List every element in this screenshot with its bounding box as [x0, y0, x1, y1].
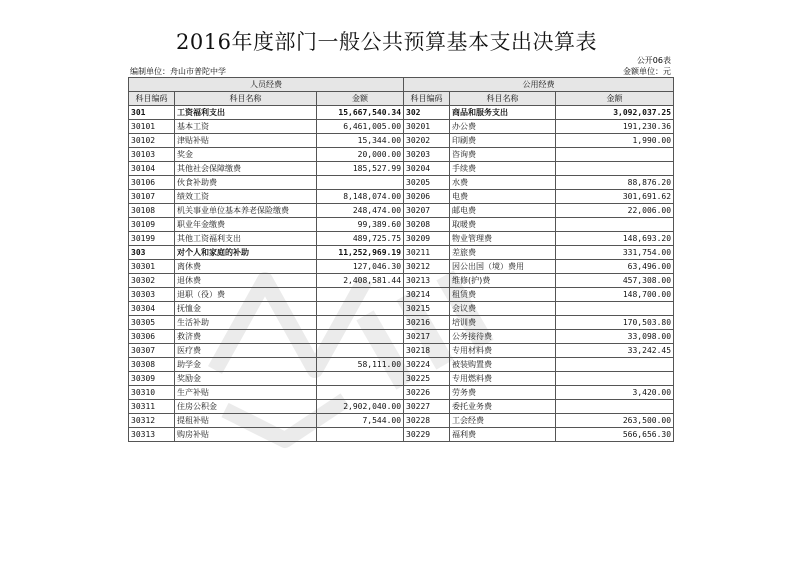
right-amount-cell: [556, 218, 674, 232]
right-amount-cell: 1,990.00: [556, 134, 674, 148]
table-row: [129, 218, 674, 232]
right-amount-cell: 191,230.36: [556, 120, 674, 134]
left-code-cell: 30310: [129, 386, 175, 400]
left-amount-cell: [317, 330, 404, 344]
right-name-cell: 维修(护)费: [450, 274, 556, 288]
left-code-cell: 30101: [129, 120, 175, 134]
right-code-cell: 30216: [404, 316, 450, 330]
right-name-cell: 会议费: [450, 302, 556, 316]
table-row: [129, 372, 674, 386]
left-amount-cell: [317, 288, 404, 302]
left-code-cell: 30308: [129, 358, 175, 372]
right-name-cell: 专用燃料费: [450, 372, 556, 386]
right-code-cell: 30201: [404, 120, 450, 134]
right-code-cell: 30211: [404, 246, 450, 260]
left-name-cell: 职业年金缴费: [175, 218, 317, 232]
table-row: [129, 120, 674, 134]
left-name-cell: 离休费: [175, 260, 317, 274]
left-amount-cell: [317, 316, 404, 330]
right-amount-cell: [556, 148, 674, 162]
left-code-cell: 30108: [129, 204, 175, 218]
left-code-cell: 30103: [129, 148, 175, 162]
table-body: [129, 106, 674, 442]
table-row: [129, 386, 674, 400]
left-name-cell: 奖金: [175, 148, 317, 162]
left-code-cell: 303: [129, 246, 175, 260]
right-amount-cell: 148,693.20: [556, 232, 674, 246]
table-row: [129, 246, 674, 260]
right-code-cell: 30229: [404, 428, 450, 442]
right-code-cell: 30214: [404, 288, 450, 302]
left-name-cell: 购房补贴: [175, 428, 317, 442]
right-code-cell: 30227: [404, 400, 450, 414]
money-unit: 金额单位：元: [623, 67, 671, 76]
col-name-left: 科目名称: [175, 92, 317, 106]
left-name-cell: 其他工资福利支出: [175, 232, 317, 246]
right-code-cell: 30212: [404, 260, 450, 274]
table-row: [129, 148, 674, 162]
right-name-cell: 委托业务费: [450, 400, 556, 414]
table-row: [129, 344, 674, 358]
left-amount-cell: 8,148,074.00: [317, 190, 404, 204]
left-amount-cell: 15,344.00: [317, 134, 404, 148]
right-code-cell: 30207: [404, 204, 450, 218]
right-name-cell: 取暖费: [450, 218, 556, 232]
right-code-cell: 30209: [404, 232, 450, 246]
left-amount-cell: [317, 386, 404, 400]
right-name-cell: 邮电费: [450, 204, 556, 218]
left-amount-cell: [317, 302, 404, 316]
right-name-cell: 电费: [450, 190, 556, 204]
left-code-cell: 30305: [129, 316, 175, 330]
left-name-cell: 抚恤金: [175, 302, 317, 316]
right-amount-cell: 63,496.00: [556, 260, 674, 274]
right-code-cell: 30213: [404, 274, 450, 288]
col-code-right: 科目编码: [404, 92, 450, 106]
left-name-cell: 退休费: [175, 274, 317, 288]
left-code-cell: 30311: [129, 400, 175, 414]
left-name-cell: 生产补贴: [175, 386, 317, 400]
left-code-cell: 30306: [129, 330, 175, 344]
right-name-cell: 福利费: [450, 428, 556, 442]
left-name-cell: 住房公积金: [175, 400, 317, 414]
table-row: [129, 162, 674, 176]
left-name-cell: 奖励金: [175, 372, 317, 386]
col-amount-left: 金额: [317, 92, 404, 106]
left-amount-cell: 58,111.00: [317, 358, 404, 372]
right-code-cell: 30203: [404, 148, 450, 162]
left-amount-cell: [317, 176, 404, 190]
table-row: [129, 288, 674, 302]
right-code-cell: 30224: [404, 358, 450, 372]
left-name-cell: 津贴补贴: [175, 134, 317, 148]
table-row: [129, 302, 674, 316]
unit-label: 编制单位：舟山市普陀中学: [130, 67, 226, 76]
right-amount-cell: 148,700.00: [556, 288, 674, 302]
left-code-cell: 30107: [129, 190, 175, 204]
left-name-cell: 绩效工资: [175, 190, 317, 204]
left-name-cell: 机关事业单位基本养老保险缴费: [175, 204, 317, 218]
right-code-cell: 30204: [404, 162, 450, 176]
expenditure-table: [128, 77, 674, 442]
column-header-row: [129, 92, 674, 106]
right-code-cell: 30218: [404, 344, 450, 358]
col-name-right: 科目名称: [450, 92, 556, 106]
left-code-cell: 30102: [129, 134, 175, 148]
left-amount-cell: 489,725.75: [317, 232, 404, 246]
left-code-cell: 30307: [129, 344, 175, 358]
table-row: [129, 316, 674, 330]
right-name-cell: 办公费: [450, 120, 556, 134]
form-number: 公开06表: [636, 56, 671, 65]
left-amount-cell: 11,252,969.19: [317, 246, 404, 260]
right-amount-cell: [556, 400, 674, 414]
right-code-cell: 30208: [404, 218, 450, 232]
table-row: [129, 176, 674, 190]
left-amount-cell: 15,667,540.34: [317, 106, 404, 120]
right-code-cell: 30228: [404, 414, 450, 428]
right-amount-cell: 3,420.00: [556, 386, 674, 400]
left-amount-cell: 127,046.30: [317, 260, 404, 274]
group-header-row: [129, 78, 674, 92]
group-public: 公用经费: [404, 78, 674, 92]
meta-row: [128, 66, 673, 77]
left-code-cell: 30313: [129, 428, 175, 442]
table-row: [129, 274, 674, 288]
left-code-cell: 30301: [129, 260, 175, 274]
left-code-cell: 30109: [129, 218, 175, 232]
right-code-cell: 30215: [404, 302, 450, 316]
left-name-cell: 基本工资: [175, 120, 317, 134]
table-row: [129, 106, 674, 120]
left-amount-cell: 248,474.00: [317, 204, 404, 218]
right-code-cell: 30202: [404, 134, 450, 148]
right-code-cell: 30205: [404, 176, 450, 190]
left-name-cell: 工资福利支出: [175, 106, 317, 120]
right-name-cell: 差旅费: [450, 246, 556, 260]
right-code-cell: 30217: [404, 330, 450, 344]
right-amount-cell: 301,691.62: [556, 190, 674, 204]
right-name-cell: 因公出国（境）费用: [450, 260, 556, 274]
col-amount-right: 金额: [556, 92, 674, 106]
table-row: [129, 232, 674, 246]
left-name-cell: 提租补贴: [175, 414, 317, 428]
group-personnel: 人员经费: [129, 78, 404, 92]
left-code-cell: 30309: [129, 372, 175, 386]
budget-sheet: [128, 28, 673, 442]
left-amount-cell: [317, 428, 404, 442]
right-amount-cell: [556, 162, 674, 176]
right-amount-cell: 33,242.45: [556, 344, 674, 358]
right-code-cell: 30206: [404, 190, 450, 204]
left-amount-cell: 7,544.00: [317, 414, 404, 428]
left-amount-cell: 185,527.99: [317, 162, 404, 176]
left-amount-cell: 99,389.60: [317, 218, 404, 232]
right-name-cell: 专用材料费: [450, 344, 556, 358]
right-amount-cell: 331,754.00: [556, 246, 674, 260]
table-row: [129, 428, 674, 442]
right-amount-cell: [556, 358, 674, 372]
left-name-cell: 退职（役）费: [175, 288, 317, 302]
left-name-cell: 救济费: [175, 330, 317, 344]
right-name-cell: 公务接待费: [450, 330, 556, 344]
right-code-cell: 30226: [404, 386, 450, 400]
right-amount-cell: 566,656.30: [556, 428, 674, 442]
right-name-cell: 租赁费: [450, 288, 556, 302]
left-name-cell: 生活补助: [175, 316, 317, 330]
table-row: [129, 260, 674, 274]
right-name-cell: 物业管理费: [450, 232, 556, 246]
left-amount-cell: 2,902,040.00: [317, 400, 404, 414]
right-amount-cell: 22,006.00: [556, 204, 674, 218]
right-amount-cell: 88,876.20: [556, 176, 674, 190]
table-row: [129, 204, 674, 218]
table-row: [129, 330, 674, 344]
right-name-cell: 工会经费: [450, 414, 556, 428]
left-name-cell: 其他社会保障缴费: [175, 162, 317, 176]
table-row: [129, 358, 674, 372]
left-name-cell: 助学金: [175, 358, 317, 372]
left-amount-cell: 6,461,005.00: [317, 120, 404, 134]
right-name-cell: 培训费: [450, 316, 556, 330]
left-amount-cell: 20,000.00: [317, 148, 404, 162]
left-code-cell: 30106: [129, 176, 175, 190]
right-name-cell: 商品和服务支出: [450, 106, 556, 120]
left-code-cell: 30304: [129, 302, 175, 316]
left-code-cell: 30302: [129, 274, 175, 288]
left-amount-cell: 2,408,581.44: [317, 274, 404, 288]
right-amount-cell: 457,308.00: [556, 274, 674, 288]
left-code-cell: 30312: [129, 414, 175, 428]
table-row: [129, 190, 674, 204]
right-amount-cell: 170,503.80: [556, 316, 674, 330]
left-code-cell: 30199: [129, 232, 175, 246]
right-amount-cell: 3,092,037.25: [556, 106, 674, 120]
right-name-cell: 手续费: [450, 162, 556, 176]
left-name-cell: 对个人和家庭的补助: [175, 246, 317, 260]
right-name-cell: 印刷费: [450, 134, 556, 148]
left-name-cell: 医疗费: [175, 344, 317, 358]
right-code-cell: 302: [404, 106, 450, 120]
right-amount-cell: [556, 372, 674, 386]
left-code-cell: 301: [129, 106, 175, 120]
left-amount-cell: [317, 344, 404, 358]
right-amount-cell: 263,500.00: [556, 414, 674, 428]
table-row: [129, 400, 674, 414]
left-name-cell: 伙食补助费: [175, 176, 317, 190]
right-amount-cell: 33,098.00: [556, 330, 674, 344]
table-row: [129, 414, 674, 428]
right-name-cell: 劳务费: [450, 386, 556, 400]
right-name-cell: 被装购置费: [450, 358, 556, 372]
col-code-left: 科目编码: [129, 92, 175, 106]
table-row: [129, 134, 674, 148]
right-amount-cell: [556, 302, 674, 316]
page-title: 2016年度部门一般公共预算基本支出决算表: [176, 30, 597, 54]
right-name-cell: 水费: [450, 176, 556, 190]
left-code-cell: 30303: [129, 288, 175, 302]
right-name-cell: 咨询费: [450, 148, 556, 162]
left-amount-cell: [317, 372, 404, 386]
right-code-cell: 30225: [404, 372, 450, 386]
left-code-cell: 30104: [129, 162, 175, 176]
